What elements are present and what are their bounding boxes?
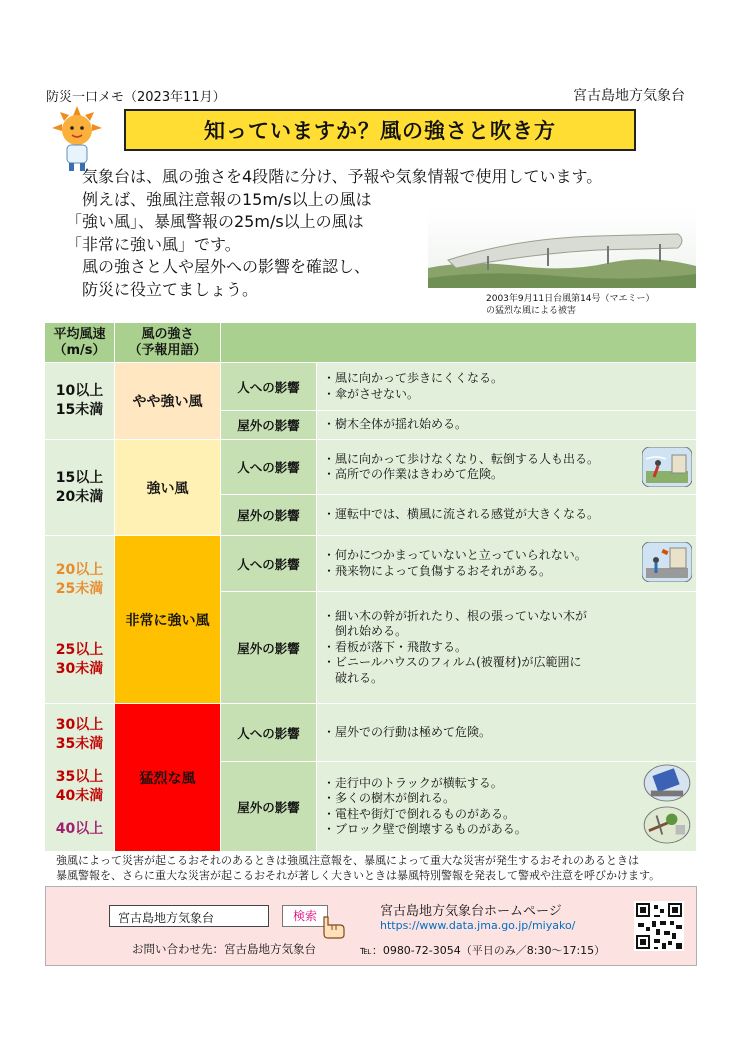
person-effect: ・何かにつかまっていないと立っていられない。 ・飛来物によって負傷するおそれがある。 <box>317 536 697 592</box>
warning-note: 強風によって災害が起こるおそれのあるときは強風注意報を、暴風によって重大な災害が発生するおそれのあるときは 暴風警報を、さらに重大な災害が起こるおそれが著しく大きいときは暴風特別警報を発表して警戒や注意を呼びかけます。 <box>56 854 661 882</box>
header-level: 風の強さ （予報用語） <box>115 323 221 363</box>
caption-line: 2003年9月11日台風第14号（マエミー） <box>486 294 655 304</box>
caption-line: の猛烈な風による被害 <box>486 306 577 316</box>
phone-number: ℡：0980-72-3054（平日のみ／8:30〜17:15） <box>360 944 606 957</box>
qr-code-icon <box>634 901 684 951</box>
memo-label: 防災一口メモ（2023年11月） <box>46 90 226 105</box>
intro-line: 風の強さと人や屋外への影響を確認し、 <box>66 257 371 276</box>
table-row <box>45 704 697 762</box>
page-title: 知っていますか？風の強さと吹き方 <box>124 109 636 151</box>
category-outdoor: 屋外の影響 <box>221 495 317 536</box>
header-empty <box>221 323 697 363</box>
office-name: 宮古島地方気象台 <box>573 88 685 104</box>
category-person: 人への影響 <box>221 363 317 411</box>
homepage-link[interactable]: https://www.data.jma.go.jp/miyako/ <box>380 919 576 932</box>
person-effect: ・屋外での行動は極めて危険。 <box>317 704 697 762</box>
wind-table <box>44 322 697 852</box>
header-speed: 平均風速 （m/s） <box>45 323 115 363</box>
intro-line: 例えば、強風注意報の15m/s以上の風は <box>66 189 372 209</box>
person-effect: ・風に向かって歩けなくなり、転倒する人も出る。 ・高所での作業はきわめて危険。 <box>317 440 697 495</box>
outdoor-effect: ・樹木全体が揺れ始める。 <box>317 411 697 440</box>
fallen-trees-illustration <box>642 806 692 844</box>
outdoor-effect: ・細い木の幹が折れたり、根の張っていない木が 倒れ始める。 ・看板が落下・飛散する。 ・ビニールハウスのフィルム(被覆材)が広範囲に 破れる。 <box>317 592 697 704</box>
category-person: 人への影響 <box>221 704 317 762</box>
typhoon-damage-photo <box>428 208 696 288</box>
person-effect: ・風に向かって歩きにくくなる。 ・傘がさせない。 <box>317 363 697 411</box>
photo-caption <box>486 293 655 317</box>
speed-cell: 30以上 35未満 35以上 40未満 40以上 <box>45 704 115 852</box>
search-button[interactable]: 検索 <box>282 905 328 927</box>
table-row <box>45 440 697 495</box>
table-row <box>45 536 697 592</box>
wind-walking-illustration <box>642 447 692 487</box>
category-outdoor: 屋外の影響 <box>221 592 317 704</box>
level-cell: 強い風 <box>115 440 221 536</box>
intro-line: 「非常に強い風」です。 <box>66 234 241 254</box>
search-input[interactable]: 宮古島地方気象台 <box>109 905 269 927</box>
pointing-hand-icon <box>318 913 348 939</box>
outdoor-effect: ・運転中では、横風に流される感覚が大きくなる。 <box>317 495 697 536</box>
contact-box <box>45 886 697 966</box>
level-cell: やや強い風 <box>115 363 221 440</box>
category-outdoor: 屋外の影響 <box>221 411 317 440</box>
category-person: 人への影響 <box>221 440 317 495</box>
category-person: 人への影響 <box>221 536 317 592</box>
speed-cell: 10以上 15未満 <box>45 363 115 440</box>
table-row <box>45 363 697 411</box>
flying-debris-illustration <box>642 542 692 582</box>
sun-mascot-icon <box>52 106 102 172</box>
homepage-title: 宮古島地方気象台ホームページ <box>380 904 562 919</box>
intro-line: 「強い風」、暴風警報の25m/s以上の風は <box>66 212 364 231</box>
speed-cell: 15以上 20未満 <box>45 440 115 536</box>
intro-line: 防災に役立てましょう。 <box>66 279 259 299</box>
category-outdoor: 屋外の影響 <box>221 762 317 852</box>
outdoor-effect: ・走行中のトラックが横転する。 ・多くの樹木が倒れる。 ・電柱や街灯で倒れるものがある。 ・ブロック壁で倒壊するものがある。 <box>317 762 697 852</box>
inquiry-label: お問い合わせ先：宮古島地方気象台 <box>132 942 316 956</box>
level-cell: 猛烈な風 <box>115 704 221 852</box>
intro-line: 気象台は、風の強さを4段階に分け、予報や気象情報で使用しています。 <box>66 167 603 186</box>
table-header-row <box>45 323 697 363</box>
overturned-truck-illustration <box>642 764 692 802</box>
speed-cell: 20以上 25未満 25以上 30未満 <box>45 536 115 704</box>
level-cell: 非常に強い風 <box>115 536 221 704</box>
